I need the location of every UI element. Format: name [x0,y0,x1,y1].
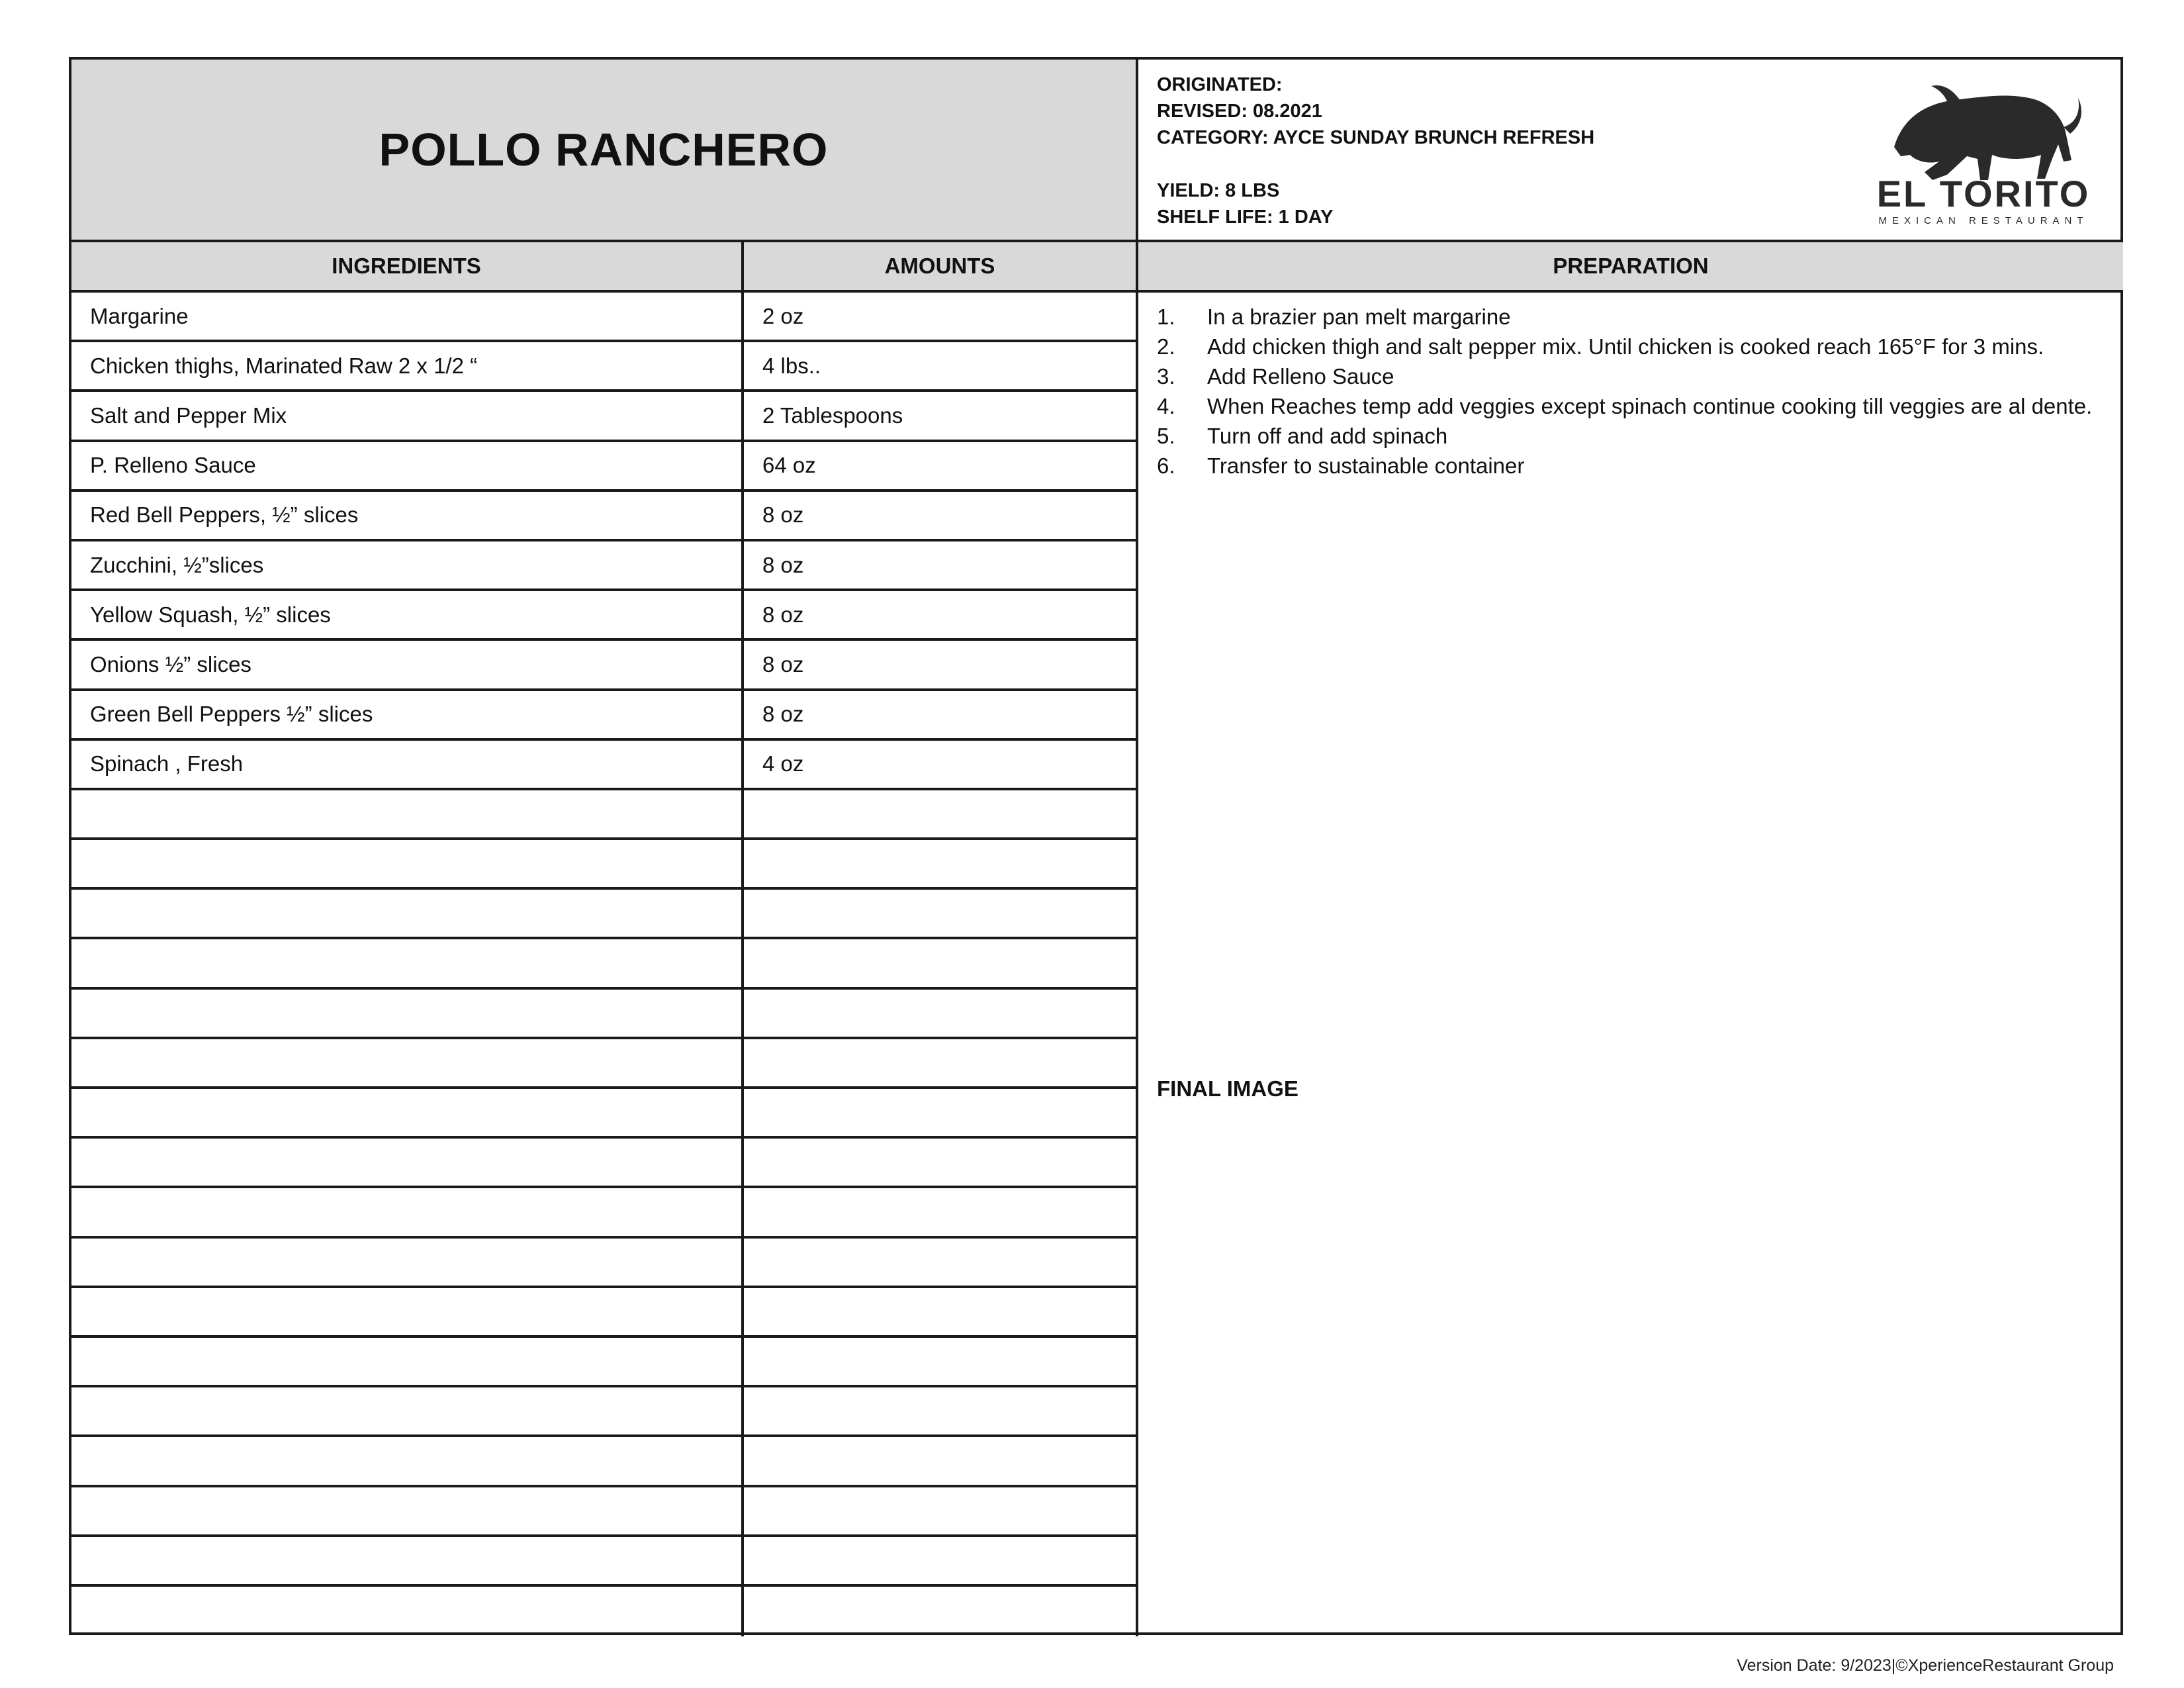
table-row [71,1537,1138,1587]
step-number: 1. [1157,305,1175,329]
amount-cell [744,1288,1138,1335]
recipe-title: POLLO RANCHERO [379,124,829,175]
step-text: Transfer to sustainable container [1207,453,1525,478]
table-row [71,1039,1138,1089]
preparation-step [1157,451,2103,481]
yield-line: YIELD: 8 LBS [1157,180,1280,201]
amount-cell [744,1387,1138,1434]
ingredient-cell [71,1039,744,1086]
amount-cell [744,1239,1138,1286]
amount-cell: 4 oz [744,741,1138,788]
table-row [71,691,1138,741]
preparation-step [1157,302,2103,332]
ingredient-cell [71,1537,744,1584]
logo-tagline: MEXICAN RESTAURANT [1878,215,2089,226]
amount-cell [744,990,1138,1037]
amount-cell [744,840,1138,887]
step-text: In a brazier pan melt margarine [1207,305,1511,329]
table-row [71,293,1138,342]
ingredients-header: INGREDIENTS [71,242,744,293]
shelf-life-line: SHELF LIFE: 1 DAY [1157,207,1334,228]
step-text: When Reaches temp add veggies except spinach continue cooking till veggies are al dente. [1207,394,2093,418]
final-image-label: FINAL IMAGE [1157,1076,1298,1101]
table-row [71,1387,1138,1437]
step-text: Turn off and add spinach [1207,424,1448,448]
ingredient-cell: Green Bell Peppers ½” slices [71,691,744,738]
preparation-section [1138,293,2123,1635]
step-text: Add chicken thigh and salt pepper mix. Until chicken is cooked reach 165°F for 3 mins. [1207,334,2044,359]
originated-line: ORIGINATED: [1157,74,1283,95]
preparation-header: PREPARATION [1138,242,2123,293]
title-cell [71,60,1138,242]
version-footer: Version Date: 9/2023|©XperienceRestaurant Group [1737,1656,2114,1675]
amount-cell: 4 lbs.. [744,342,1138,389]
amount-cell [744,1537,1138,1584]
ingredient-cell [71,1239,744,1286]
amount-cell [744,1139,1138,1186]
logo-wordmark: EL TORITO [1876,173,2091,214]
ingredient-cell: Salt and Pepper Mix [71,392,744,439]
ingredient-cell [71,1437,744,1484]
amount-cell: 8 oz [744,591,1138,638]
ingredient-cell [71,1387,744,1434]
amount-cell: 8 oz [744,641,1138,688]
amount-cell [744,790,1138,837]
table-row [71,1338,1138,1387]
step-text: Add Relleno Sauce [1207,364,1394,389]
step-number: 3. [1157,364,1175,389]
amount-cell [744,1437,1138,1484]
ingredient-cell: Red Bell Peppers, ½” slices [71,492,744,539]
ingredient-cell: Margarine [71,293,744,340]
table-row [71,1139,1138,1188]
ingredient-cell [71,1487,744,1534]
ingredient-cell: Yellow Squash, ½” slices [71,591,744,638]
bull-icon [1894,85,2081,180]
amount-cell: 64 oz [744,442,1138,489]
preparation-step [1157,332,2103,361]
ingredient-cell: Zucchini, ½”slices [71,541,744,588]
amount-cell [744,1338,1138,1385]
table-row [71,392,1138,442]
table-row [71,442,1138,492]
ingredient-cell: Chicken thighs, Marinated Raw 2 x 1/2 “ [71,342,744,389]
ingredient-cell [71,1188,744,1235]
amount-cell [744,1587,1138,1636]
preparation-step [1157,361,2103,391]
table-row [71,990,1138,1039]
el-torito-logo [1868,74,2099,226]
ingredient-cell: Onions ½” slices [71,641,744,688]
ingredient-cell [71,790,744,837]
table-row [71,591,1138,641]
amount-cell: 2 Tablespoons [744,392,1138,439]
ingredient-cell [71,990,744,1037]
amount-cell [744,1039,1138,1086]
category-line: CATEGORY: AYCE SUNDAY BRUNCH REFRESH [1157,127,1595,148]
table-row [71,1288,1138,1338]
amount-cell [744,1089,1138,1136]
ingredient-cell [71,1288,744,1335]
amount-cell: 8 oz [744,691,1138,738]
table-row [71,1188,1138,1238]
step-number: 2. [1157,334,1175,359]
table-row [71,1487,1138,1537]
amount-cell: 8 oz [744,492,1138,539]
amount-cell: 8 oz [744,541,1138,588]
table-row [71,1089,1138,1139]
ingredient-cell [71,1338,744,1385]
amounts-header: AMOUNTS [744,242,1138,293]
step-number: 5. [1157,424,1175,448]
table-row [71,939,1138,989]
table-row [71,890,1138,939]
table-row [71,641,1138,690]
preparation-step [1157,421,2103,451]
table-row [71,1437,1138,1487]
table-row [71,541,1138,591]
step-number: 4. [1157,394,1175,418]
meta-info [1157,71,1594,230]
table-row [71,840,1138,890]
table-row [71,790,1138,840]
ingredient-cell [71,840,744,887]
table-row [71,1239,1138,1288]
table-row [71,1587,1138,1636]
amount-cell [744,1487,1138,1534]
ingredient-cell [71,1089,744,1136]
preparation-step [1157,391,2103,421]
preparation-steps [1157,302,2103,481]
table-row [71,741,1138,790]
ingredient-cell [71,1139,744,1186]
meta-cell [1138,60,2123,242]
amount-cell: 2 oz [744,293,1138,340]
recipe-card [69,57,2123,1635]
ingredient-cell: P. Relleno Sauce [71,442,744,489]
ingredient-cell [71,939,744,986]
step-number: 6. [1157,453,1175,478]
amount-cell [744,1188,1138,1235]
table-row [71,492,1138,541]
ingredient-cell [71,890,744,937]
table-row [71,342,1138,392]
ingredient-cell [71,1587,744,1636]
amount-cell [744,890,1138,937]
amount-cell [744,939,1138,986]
ingredient-cell: Spinach , Fresh [71,741,744,788]
ingredients-table [71,293,1138,1636]
revised-line: REVISED: 08.2021 [1157,101,1322,122]
